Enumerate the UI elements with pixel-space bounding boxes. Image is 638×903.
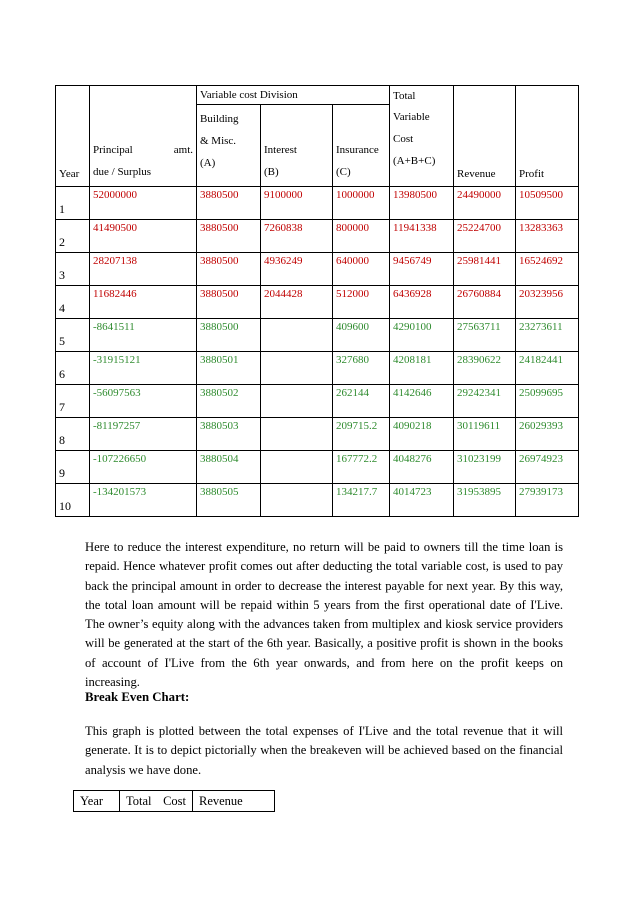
table-row [56, 220, 579, 253]
year-cell: 4 [56, 286, 90, 319]
total-variable-cost-cell: 4142646 [390, 385, 454, 418]
graph-description-paragraph [85, 722, 563, 780]
table-row [56, 187, 579, 220]
paragraph-line: the total loan amount will be repaid within 5 years from the first operational date of I'Live. [85, 597, 563, 612]
be-year-header: Year [74, 791, 120, 812]
building-cell: 3880500 [197, 187, 261, 220]
building-cell: 3880501 [197, 352, 261, 385]
paragraph-line: repaid. Hence whatever profit comes out after deducting the total variable cost, is used to pay [85, 559, 563, 574]
profit-cell: 16524692 [516, 253, 579, 286]
revenue-cell: 25224700 [454, 220, 516, 253]
interest-cell: 4936249 [261, 253, 333, 286]
profit-cell: 23273611 [516, 319, 579, 352]
year-cell: 3 [56, 253, 90, 286]
principal-cell: -31915121 [90, 352, 197, 385]
total-variable-cost-cell: 4208181 [390, 352, 454, 385]
building-header: Building & Misc. (A) [197, 105, 261, 187]
variable-cost-division-header: Variable cost Division [197, 86, 390, 105]
total-variable-cost-cell: 13980500 [390, 187, 454, 220]
revenue-header: Revenue [454, 86, 516, 187]
principal-cell: -8641511 [90, 319, 197, 352]
year-cell: 5 [56, 319, 90, 352]
principal-cell: 28207138 [90, 253, 197, 286]
building-cell: 3880500 [197, 220, 261, 253]
year-cell: 7 [56, 385, 90, 418]
interest-cell: 7260838 [261, 220, 333, 253]
profit-cell: 26974923 [516, 451, 579, 484]
paragraph-line: analysis we have done. [85, 762, 202, 777]
insurance-cell: 409600 [333, 319, 390, 352]
paragraph-line: will be generated at the start of the 6th year. Basically, a positive profit is shown in the books [85, 636, 563, 651]
interest-cell [261, 484, 333, 517]
paragraph-line: increasing. [85, 675, 140, 690]
table-row [56, 484, 579, 517]
interest-cell: 2044428 [261, 286, 333, 319]
profit-cell: 27939173 [516, 484, 579, 517]
paragraph-line: This graph is plotted between the total expenses of I'Live and the total revenue that it will [85, 724, 563, 738]
revenue-cell: 30119611 [454, 418, 516, 451]
break-even-heading: Break Even Chart: [85, 690, 190, 704]
header-row-1 [56, 86, 579, 105]
profit-cell: 10509500 [516, 187, 579, 220]
year-cell: 10 [56, 484, 90, 517]
insurance-header: Insurance (C) [333, 105, 390, 187]
table-row [56, 319, 579, 352]
insurance-cell: 640000 [333, 253, 390, 286]
year-header: Year [56, 86, 90, 187]
principal-cell: 41490500 [90, 220, 197, 253]
profit-cell: 24182441 [516, 352, 579, 385]
insurance-cell: 262144 [333, 385, 390, 418]
interest-cell: 9100000 [261, 187, 333, 220]
paragraph-line: generate. It is to depict pictorially when the breakeven will be achieved based on the financial [85, 743, 563, 758]
principal-cell: 52000000 [90, 187, 197, 220]
revenue-cell: 31953895 [454, 484, 516, 517]
principal-header: Principal amt. due / Surplus [90, 86, 197, 187]
building-cell: 3880500 [197, 319, 261, 352]
insurance-cell: 327680 [333, 352, 390, 385]
principal-cell: 11682446 [90, 286, 197, 319]
insurance-cell: 134217.7 [333, 484, 390, 517]
insurance-cell: 1000000 [333, 187, 390, 220]
profit-cell: 25099695 [516, 385, 579, 418]
profit-cell: 20323956 [516, 286, 579, 319]
year-cell: 8 [56, 418, 90, 451]
table-row [56, 253, 579, 286]
principal-cell: -107226650 [90, 451, 197, 484]
explanation-paragraph [85, 538, 563, 692]
insurance-cell: 800000 [333, 220, 390, 253]
year-cell: 2 [56, 220, 90, 253]
table-row [56, 286, 579, 319]
total-variable-cost-cell: 4048276 [390, 451, 454, 484]
revenue-cell: 25981441 [454, 253, 516, 286]
total-variable-cost-cell: 9456749 [390, 253, 454, 286]
paragraph-line: The owner’s equity along with the advances taken from multiplex and kiosk service providers [85, 617, 563, 632]
table-row [56, 352, 579, 385]
building-cell: 3880505 [197, 484, 261, 517]
interest-cell [261, 451, 333, 484]
be-total-cost-header: Total Cost [120, 791, 193, 812]
year-cell: 1 [56, 187, 90, 220]
insurance-cell: 167772.2 [333, 451, 390, 484]
year-cell: 6 [56, 352, 90, 385]
revenue-cell: 29242341 [454, 385, 516, 418]
total-variable-cost-cell: 4014723 [390, 484, 454, 517]
financial-table [55, 85, 579, 517]
interest-cell [261, 319, 333, 352]
total-variable-cost-cell: 4090218 [390, 418, 454, 451]
interest-header: Interest (B) [261, 105, 333, 187]
building-cell: 3880500 [197, 253, 261, 286]
profit-cell: 26029393 [516, 418, 579, 451]
building-cell: 3880503 [197, 418, 261, 451]
paragraph-line: of account of I'Live from the 6th year onwards, and from here on the profit keeps on [85, 655, 563, 670]
revenue-cell: 26760884 [454, 286, 516, 319]
table-row [56, 451, 579, 484]
break-even-header-row [74, 791, 275, 812]
total-variable-cost-cell: 6436928 [390, 286, 454, 319]
building-cell: 3880504 [197, 451, 261, 484]
paragraph-line: back the principal amount in order to decrease the interest payable for next year. By this way, [85, 578, 563, 593]
principal-cell: -81197257 [90, 418, 197, 451]
building-cell: 3880500 [197, 286, 261, 319]
interest-cell [261, 352, 333, 385]
total-variable-cost-cell: 4290100 [390, 319, 454, 352]
be-revenue-header: Revenue [193, 791, 275, 812]
principal-cell: -134201573 [90, 484, 197, 517]
paragraph-line: Here to reduce the interest expenditure, no return will be paid to owners till the time loan is [85, 540, 563, 554]
year-cell: 9 [56, 451, 90, 484]
break-even-table [73, 790, 275, 812]
revenue-cell: 27563711 [454, 319, 516, 352]
profit-header: Profit [516, 86, 579, 187]
revenue-cell: 28390622 [454, 352, 516, 385]
insurance-cell: 512000 [333, 286, 390, 319]
total-variable-cost-header: Total Variable Cost (A+B+C) [390, 86, 454, 187]
interest-cell [261, 418, 333, 451]
profit-cell: 13283363 [516, 220, 579, 253]
interest-cell [261, 385, 333, 418]
table-row [56, 418, 579, 451]
revenue-cell: 24490000 [454, 187, 516, 220]
insurance-cell: 209715.2 [333, 418, 390, 451]
building-cell: 3880502 [197, 385, 261, 418]
table-row [56, 385, 579, 418]
principal-cell: -56097563 [90, 385, 197, 418]
total-variable-cost-cell: 11941338 [390, 220, 454, 253]
revenue-cell: 31023199 [454, 451, 516, 484]
